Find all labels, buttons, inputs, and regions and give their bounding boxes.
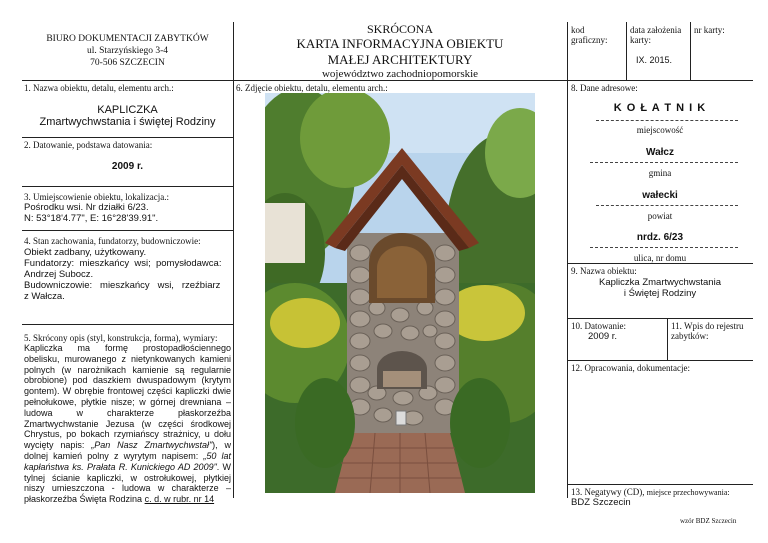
- title-line1: SKRÓCONA: [366, 22, 433, 36]
- s1-line1: KAPLICZKA: [97, 104, 158, 116]
- s5-quote2: „50 lat kapłaństwa ks. Prałata R. Kunickiego AD 2009": [24, 450, 231, 472]
- border-s3-bottom: [22, 230, 233, 231]
- s3-line1: Pośrodku wsi. Nr działki 6/23.: [24, 202, 149, 213]
- office-city: 70-506 SZCZECIN: [90, 58, 165, 68]
- s8-gmina-rule: [590, 162, 738, 163]
- s4-label: 4. Stan zachowania, fundatorzy, budowniczowie:: [24, 236, 201, 246]
- s3-value: [24, 202, 232, 224]
- s2-label: 2. Datowanie, podstawa datowania:: [24, 140, 153, 150]
- s5-text2: ), w dolnej kamień polny z wyrytym napisem:: [24, 440, 232, 461]
- office-name: BIURO DOKUMENTACJI ZABYTKÓW: [46, 34, 209, 44]
- s9-line1: Kapliczka Zmartwychwstania: [599, 277, 721, 288]
- s8-town-caption: miejscowość: [636, 125, 684, 135]
- s8-street-rule: [590, 247, 738, 248]
- office-block: [22, 33, 233, 69]
- nr-karty-label: nr karty:: [694, 25, 725, 35]
- s9-line2: i Świętej Rodziny: [623, 288, 697, 299]
- s1-label: 1. Nazwa obiektu, detalu, elementu arch.:: [24, 83, 174, 93]
- s4-line2: Fundatorzy: mieszkańcy wsi; pomysłodawca:: [24, 258, 222, 269]
- border-10-11: [667, 318, 668, 360]
- kod-graficzny-label: kod graficzny:: [571, 25, 608, 45]
- data-zalozenia-value: IX. 2015.: [636, 55, 673, 65]
- s5-continuation-link[interactable]: c. d. w rubr. nr 14: [144, 494, 215, 505]
- s8-gmina: Wałcz: [646, 147, 674, 158]
- s9-label: 9. Nazwa obiektu:: [571, 266, 637, 276]
- s4-line5: z Wałcza.: [24, 291, 65, 302]
- s4-line4: Budowniczowie: mieszkańcy wsi, rzeźbiarz: [24, 280, 221, 291]
- chapel-photo: [265, 93, 535, 493]
- s8-gmina-caption: gmina: [648, 168, 672, 178]
- s10-label: 10. Datowanie:: [571, 321, 626, 331]
- border-left-col: [233, 22, 234, 498]
- s8-town: K O Ł A T N I K: [613, 102, 707, 114]
- s1-line2: Zmartwychwstania i świętej Rodziny: [39, 116, 216, 128]
- s4-value: [24, 247, 232, 302]
- border-s4-bottom: [22, 324, 233, 325]
- s5-quote1: „Pan Nasz Zmartwychwstał": [91, 440, 213, 451]
- s2-value: 2009 r.: [111, 161, 144, 172]
- s8-town-rule: [596, 120, 738, 121]
- footer-template: wzór BDZ Szczecin: [680, 517, 737, 525]
- s5-value: [24, 343, 231, 505]
- office-street: ul. Starzyńskiego 3-4: [86, 46, 168, 56]
- border-s1-bottom: [22, 137, 233, 138]
- border-s10-bottom: [567, 360, 753, 361]
- s11-label: 11. Wpis do rejestru zabytków:: [671, 321, 744, 341]
- border-data-right: [690, 22, 691, 80]
- s13-value: BDZ Szczecin: [571, 497, 631, 508]
- border-s12-bottom: [567, 484, 753, 485]
- border-kod-right: [626, 22, 627, 80]
- region: województwo zachodniopomorskie: [321, 68, 479, 80]
- border-header-bottom-right: [567, 80, 753, 81]
- border-s8-bottom: [567, 263, 753, 264]
- s8-powiat-caption: powiat: [647, 211, 673, 221]
- border-s2-bottom: [22, 186, 233, 187]
- s8-street-caption: ulica, nr domu: [633, 253, 687, 263]
- s8-powiat: wałecki: [642, 190, 678, 201]
- s10-value: 2009 r.: [588, 331, 618, 342]
- border-header-bottom-left: [22, 80, 233, 81]
- s4-line3: Andrzej Subocz.: [24, 269, 94, 280]
- s8-label: 8. Dane adresowe:: [571, 83, 638, 93]
- s12-label: 12. Opracowania, dokumentacje:: [571, 363, 690, 373]
- s3-label: 3. Umiejscowienie obiektu, lokalizacja.:: [24, 192, 169, 202]
- s13-label: 13. Negatywy (CD),: [571, 487, 647, 497]
- s1-value: [22, 104, 233, 128]
- s5-label: 5. Skrócony opis (styl, konstrukcja, forma), wymiary:: [24, 333, 218, 343]
- s8-street: nrdz. 6/23: [636, 232, 684, 243]
- s5-text1: Kapliczka ma formę prostopadłościennego obelisku, murowanego z nietynkowanych kamieni polnych (w narożnikach kamienie są regularnie obrobione) pod daszkiem dwuspadowym (krytym gontem). W obrębie frontowej części kapliczki dwie pełnołukowe, płytkie nisze; w górnej drewniana – ludowa w charakterze płaskorzeźba Zmartwychwstanie Jezusa (w części środkowej Chrystus, po bokach rzymiańscy strażnicy, u dołu wycięty napis:: [24, 343, 231, 451]
- s6-label: 6. Zdjęcie obiektu, detalu, elementu arch.:: [236, 83, 388, 93]
- s13-label-small: miejsce przechowywania:: [646, 488, 730, 497]
- s9-value: [567, 277, 753, 299]
- s3-line2: N: 53°18'4.77", E: 16°28'39.91".: [24, 213, 159, 224]
- border-s9-bottom: [567, 318, 753, 319]
- s8-powiat-rule: [596, 205, 738, 206]
- s5-text3: . W tylnej ścianie kapliczki, w ostrołukowej, płytkiej niszy umieszczona - ludowa w charakterze – płaskorzeźba Święta Rodzina: [24, 461, 231, 505]
- title-line2: KARTA INFORMACYJNA OBIEKTU: [296, 36, 504, 51]
- chapel-photo-image: [265, 93, 535, 493]
- data-zalozenia-label: data założenia karty:: [630, 25, 682, 45]
- s4-line1: Obiekt zadbany, użytkowany.: [24, 247, 147, 258]
- title-block: [233, 22, 567, 81]
- title-line3: MAŁEJ ARCHITEKTURY: [327, 52, 473, 67]
